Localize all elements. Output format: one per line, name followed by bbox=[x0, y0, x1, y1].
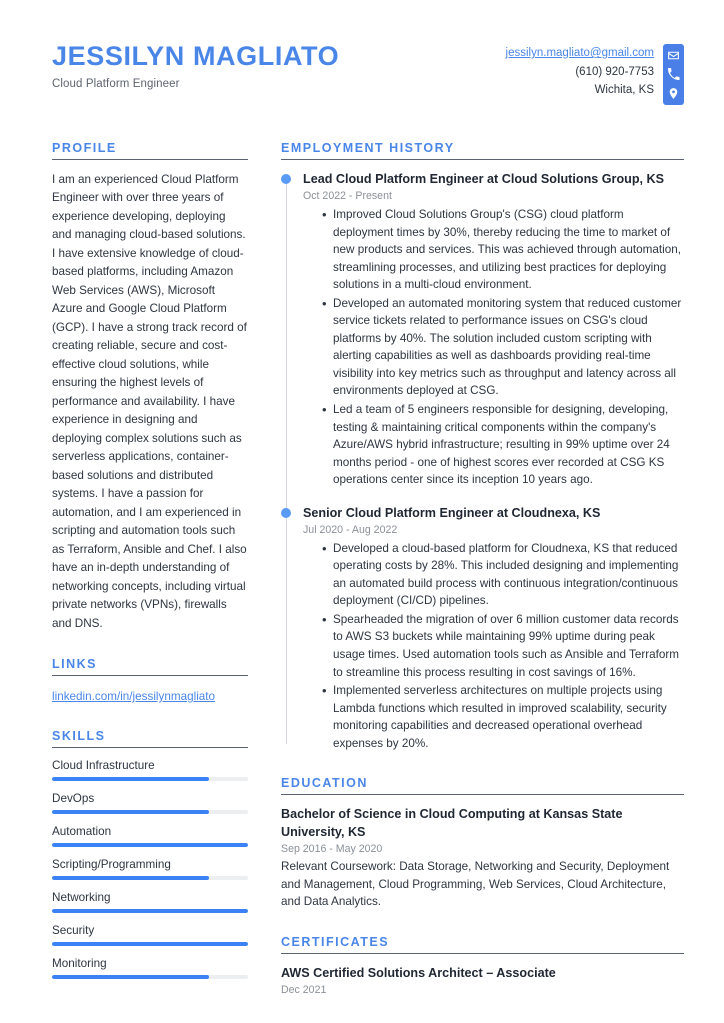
education-section bbox=[281, 776, 684, 910]
contact-location: Wichita, KS bbox=[594, 84, 654, 97]
contact-icon-strip bbox=[663, 44, 684, 105]
employment-timeline bbox=[281, 171, 684, 752]
skill-label: DevOps bbox=[52, 792, 95, 806]
employment-entry bbox=[303, 171, 684, 489]
skill-label: Automation bbox=[52, 825, 112, 839]
skill-label: Security bbox=[52, 924, 95, 938]
education-date: Sep 2016 - May 2020 bbox=[281, 843, 383, 856]
identity-block bbox=[52, 42, 339, 90]
degree-title: Bachelor of Science in Cloud Computing at Kansas State University, KS bbox=[281, 807, 623, 839]
contact-block bbox=[506, 44, 684, 105]
skill-bar-track bbox=[52, 810, 248, 814]
skill-bar-track bbox=[52, 876, 248, 880]
profile-text: I am an experienced Cloud Platform Engineer with over three years of experience developing, deploying and managing cloud-based solutions. I have extensive knowledge of cloud-based platforms, including Amazon Web Services (AWS), Microsoft Azure and Google Cloud Platform (GCP). I have a strong track record of creating reliable, secure and cost-effective cloud solutions, while ensuring the highest levels of performance and availability. I have experience in designing and deploying complex solutions such as serverless applications, container-based solutions and distributed systems. I have a passion for automation, and I am experienced in scripting and automation tools such as Terraform, Ansible and Chef. I also have an in-depth understanding of networking concepts, including virtual private networks (VPNs), firewalls and DNS. bbox=[52, 173, 247, 630]
skill-item bbox=[52, 825, 248, 847]
education-section-title: EDUCATION bbox=[281, 776, 368, 791]
certificates-section-title: CERTIFICATES bbox=[281, 934, 390, 949]
job-bullet: • Developed a cloud-based platform for Cloudnexa, KS that reduced operating costs by 28%. This included designing and implementing an automated build process with continuous integration/continuous deployment (CI/CD) pipelines. bbox=[322, 540, 684, 610]
employment-section bbox=[281, 141, 684, 752]
certificate-entry bbox=[281, 965, 684, 996]
candidate-job-title: Cloud Platform Engineer bbox=[52, 77, 180, 90]
skill-label: Cloud Infrastructure bbox=[52, 759, 155, 773]
skill-item bbox=[52, 792, 248, 814]
job-bullet: • Implemented serverless architectures on multiple projects using Lambda functions which resulted in improved scalability, security monitoring capabilities and decreased operational overhead expenses by 20%. bbox=[322, 682, 684, 752]
resume-body bbox=[52, 141, 684, 1020]
section-divider bbox=[52, 747, 248, 748]
job-title: Senior Cloud Platform Engineer at Cloudnexa, KS bbox=[303, 505, 601, 520]
envelope-icon bbox=[667, 49, 680, 62]
section-divider bbox=[281, 953, 684, 954]
section-divider bbox=[52, 159, 248, 160]
job-bullet-list bbox=[303, 540, 684, 753]
employment-section-title: EMPLOYMENT HISTORY bbox=[281, 141, 455, 155]
skill-item bbox=[52, 891, 248, 913]
education-list bbox=[281, 806, 684, 910]
job-bullet: • Developed an automated monitoring system that reduced customer service tickets related to performance issues on CSG's cloud platforms by 40%. The solution included custom scripting with alerting capabilities as well as dashboards providing real-time visibility into key metrics such as throughput and latency across all environments deployed at CSG. bbox=[322, 295, 684, 400]
skills-section bbox=[52, 729, 248, 979]
links-section bbox=[52, 657, 248, 705]
skills-list bbox=[52, 759, 248, 979]
timeline-dot-icon bbox=[281, 174, 291, 184]
sidebar-column bbox=[52, 141, 248, 1003]
links-section-title: LINKS bbox=[52, 657, 97, 672]
skill-label: Scripting/Programming bbox=[52, 858, 171, 872]
skill-bar-track bbox=[52, 777, 248, 781]
phone-icon bbox=[667, 68, 680, 81]
job-bullet-list bbox=[303, 206, 684, 489]
skill-item bbox=[52, 957, 248, 979]
skill-label: Networking bbox=[52, 891, 111, 905]
job-bullet: • Led a team of 5 engineers responsible for designing, developing, testing & maintaining critical components within the company's Azure/AWS hybrid infrastructure; resulting in 99% uptime over 24 months period - one of highest scores ever recorded at CSG KS operations center since its inception 10 years ago. bbox=[322, 401, 684, 489]
timeline-dot-icon bbox=[281, 508, 291, 518]
education-description: Relevant Coursework: Data Storage, Networking and Security, Deployment and Management, Cloud Programming, Web Services, Cloud Architecture, and Data Analytics. bbox=[281, 860, 670, 909]
certificates-section bbox=[281, 935, 684, 996]
job-date: Oct 2022 - Present bbox=[303, 190, 392, 202]
education-entry bbox=[281, 806, 684, 910]
contact-email[interactable]: jessilyn.magliato@gmail.com bbox=[505, 47, 654, 59]
section-divider bbox=[52, 675, 248, 676]
skill-bar-fill bbox=[52, 843, 248, 847]
skill-bar-fill bbox=[52, 777, 209, 781]
skill-item bbox=[52, 924, 248, 946]
link-item[interactable]: linkedin.com/in/jessilynmagliato bbox=[52, 690, 216, 704]
skill-bar-track bbox=[52, 909, 248, 913]
main-column bbox=[281, 141, 684, 1020]
skill-bar-fill bbox=[52, 876, 209, 880]
section-divider bbox=[281, 794, 684, 795]
section-divider bbox=[281, 159, 684, 160]
skill-item bbox=[52, 759, 248, 781]
job-bullet: • Spearheaded the migration of over 6 million customer data records to AWS S3 buckets while maintaining 99% uptime during peak usage times. Used automation tools such as Ansible and Terraform to streamline this process resulting in cost savings of 16%. bbox=[322, 611, 684, 681]
skill-bar-track bbox=[52, 975, 248, 979]
resume-header bbox=[52, 42, 684, 105]
skill-bar-fill bbox=[52, 975, 209, 979]
skill-bar-track bbox=[52, 942, 248, 946]
candidate-name: JESSILYN MAGLIATO bbox=[52, 41, 340, 71]
location-pin-icon bbox=[667, 87, 680, 100]
skill-bar-fill bbox=[52, 942, 248, 946]
employment-entry bbox=[303, 505, 684, 753]
skill-bar-track bbox=[52, 843, 248, 847]
certificate-title: AWS Certified Solutions Architect – Associate bbox=[281, 965, 556, 980]
job-date: Jul 2020 - Aug 2022 bbox=[303, 523, 398, 536]
skill-bar-fill bbox=[52, 810, 209, 814]
skill-item bbox=[52, 858, 248, 880]
certificates-list bbox=[281, 965, 684, 996]
skill-bar-fill bbox=[52, 909, 248, 913]
skills-section-title: SKILLS bbox=[52, 729, 106, 744]
profile-section bbox=[52, 141, 248, 633]
contact-details bbox=[506, 44, 654, 100]
certificate-date: Dec 2021 bbox=[281, 984, 327, 997]
contact-phone: (610) 920-7753 bbox=[575, 65, 654, 78]
profile-section-title: PROFILE bbox=[52, 141, 117, 155]
skill-label: Monitoring bbox=[52, 957, 107, 971]
job-title: Lead Cloud Platform Engineer at Cloud Solutions Group, KS bbox=[303, 172, 665, 186]
job-bullet: • Improved Cloud Solutions Group's (CSG) cloud platform deployment times by 30%, thereby reducing the time to market of new products and services. This was achieved through automation, streamlining processes, and utilizing best practices for deploying solutions in a multi-cloud environment. bbox=[322, 206, 684, 294]
